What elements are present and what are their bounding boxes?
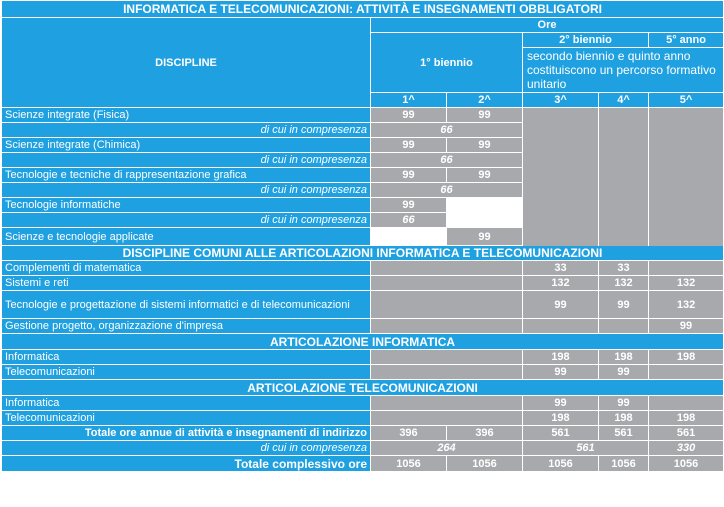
cell-y1: 99 <box>371 138 447 153</box>
year-header-5: 5^ <box>649 93 724 108</box>
total-overall-y5: 1056 <box>649 456 724 472</box>
ore-header: Ore <box>371 18 724 33</box>
row-name: Sistemi e reti <box>2 276 371 291</box>
cell-y5: 99 <box>649 319 724 334</box>
compresenza-label: di cui in compresenza <box>2 183 371 198</box>
total-annual-y2: 396 <box>447 426 523 441</box>
compresenza-label: di cui in compresenza <box>2 123 371 138</box>
cell-y5 <box>649 396 724 411</box>
compresenza-label: di cui in compresenza <box>2 213 371 228</box>
cell-comp: 66 <box>371 183 523 198</box>
cell-y1: 99 <box>371 108 447 123</box>
empty-y4-block <box>599 108 649 261</box>
total-comp-anno5: 330 <box>649 441 724 456</box>
section4-title: ARTICOLAZIONE TELECOMUNICAZIONI <box>2 380 724 396</box>
cell-y3: 99 <box>523 365 599 380</box>
cell-y5: 198 <box>649 350 724 365</box>
empty-y1-cell <box>371 228 447 246</box>
total-overall-y2: 1056 <box>447 456 523 472</box>
section2-title: DISCIPLINE COMUNI ALLE ARTICOLAZIONI INFORMATICA E TELECOMUNICAZIONI <box>2 246 724 261</box>
cell-y2: 99 <box>447 168 523 183</box>
row-name: Scienze e tecnologie applicate <box>2 228 371 246</box>
cell-y3: 99 <box>523 396 599 411</box>
cell-y5 <box>649 261 724 276</box>
total-overall-y1: 1056 <box>371 456 447 472</box>
cell-y4: 33 <box>599 261 649 276</box>
empty-biennio-cell <box>371 276 523 291</box>
cell-comp: 66 <box>371 123 523 138</box>
cell-y4: 99 <box>599 365 649 380</box>
total-annual-y4: 561 <box>599 426 649 441</box>
curriculum-table <box>1 0 724 472</box>
biennio1-header: 1° biennio <box>371 33 523 93</box>
row-name: Gestione progetto, organizzazione d'impresa <box>2 319 371 334</box>
cell-y4: 99 <box>599 396 649 411</box>
empty-y2-cell <box>447 198 523 228</box>
row-name: Tecnologie e tecniche di rappresentazione grafica <box>2 168 371 183</box>
row-name: Scienze integrate (Chimica) <box>2 138 371 153</box>
cell-y5: 198 <box>649 411 724 426</box>
total-annual-y3: 561 <box>523 426 599 441</box>
year-header-2: 2^ <box>447 93 523 108</box>
discipline-header: DISCIPLINE <box>2 18 371 108</box>
total-annual-y5: 561 <box>649 426 724 441</box>
cell-y3: 198 <box>523 350 599 365</box>
empty-biennio-cell <box>371 319 523 334</box>
section3-title: ARTICOLAZIONE INFORMATICA <box>2 334 724 350</box>
total-overall-y4: 1056 <box>599 456 649 472</box>
compresenza-label: di cui in compresenza <box>2 153 371 168</box>
cell-y1: 99 <box>371 168 447 183</box>
year-header-3: 3^ <box>523 93 599 108</box>
year-header-4: 4^ <box>599 93 649 108</box>
row-name: Tecnologie informatiche <box>2 198 371 213</box>
total-annual-y1: 396 <box>371 426 447 441</box>
cell-y5 <box>649 365 724 380</box>
total-overall-y3: 1056 <box>523 456 599 472</box>
cell-y3: 132 <box>523 276 599 291</box>
totals-comp-label: di cui in compresenza <box>2 441 371 456</box>
totals-overall-label: Totale complessivo ore <box>2 456 371 472</box>
cell-y4 <box>599 319 649 334</box>
cell-y3: 198 <box>523 411 599 426</box>
unitario-note: secondo biennio e quinto anno costituiscono un percorso formativo unitario <box>523 48 724 93</box>
cell-y2: 99 <box>447 138 523 153</box>
table-title: INFORMATICA E TELECOMUNICAZIONI: ATTIVITÀ E INSEGNAMENTI OBBLIGATORI <box>2 1 724 18</box>
row-name: Telecomunicazioni <box>2 411 371 426</box>
row-name: Informatica <box>2 350 371 365</box>
anno5-header: 5° anno <box>649 33 724 48</box>
cell-y1: 99 <box>371 198 447 213</box>
empty-y5-block <box>649 108 724 261</box>
empty-biennio-cell <box>371 261 523 276</box>
cell-y3 <box>523 319 599 334</box>
row-name: Tecnologie e progettazione di sistemi informatici e di telecomunicazioni <box>2 291 371 319</box>
row-name: Telecomunicazioni <box>2 365 371 380</box>
empty-biennio-cell <box>371 365 523 380</box>
empty-biennio-cell <box>371 411 523 426</box>
totals-annual-label: Totale ore annue di attività e insegnamenti di indirizzo <box>2 426 371 441</box>
empty-biennio-cell <box>371 350 523 365</box>
cell-y2: 99 <box>447 108 523 123</box>
total-comp-biennio2: 561 <box>523 441 649 456</box>
cell-y3: 99 <box>523 291 599 319</box>
cell-y4: 132 <box>599 276 649 291</box>
empty-biennio-cell <box>371 291 523 319</box>
empty-biennio-cell <box>371 396 523 411</box>
cell-y2: 99 <box>447 228 523 246</box>
row-name: Informatica <box>2 396 371 411</box>
cell-comp: 66 <box>371 153 523 168</box>
cell-y4: 198 <box>599 350 649 365</box>
cell-y4: 198 <box>599 411 649 426</box>
cell-y4: 99 <box>599 291 649 319</box>
biennio2-header: 2° biennio <box>523 33 649 48</box>
cell-comp: 66 <box>371 213 447 228</box>
row-name: Scienze integrate (Fisica) <box>2 108 371 123</box>
year-header-1: 1^ <box>371 93 447 108</box>
empty-y3-block <box>523 108 599 261</box>
total-comp-biennio1: 264 <box>371 441 523 456</box>
row-name: Complementi di matematica <box>2 261 371 276</box>
cell-y5: 132 <box>649 291 724 319</box>
cell-y3: 33 <box>523 261 599 276</box>
cell-y5: 132 <box>649 276 724 291</box>
